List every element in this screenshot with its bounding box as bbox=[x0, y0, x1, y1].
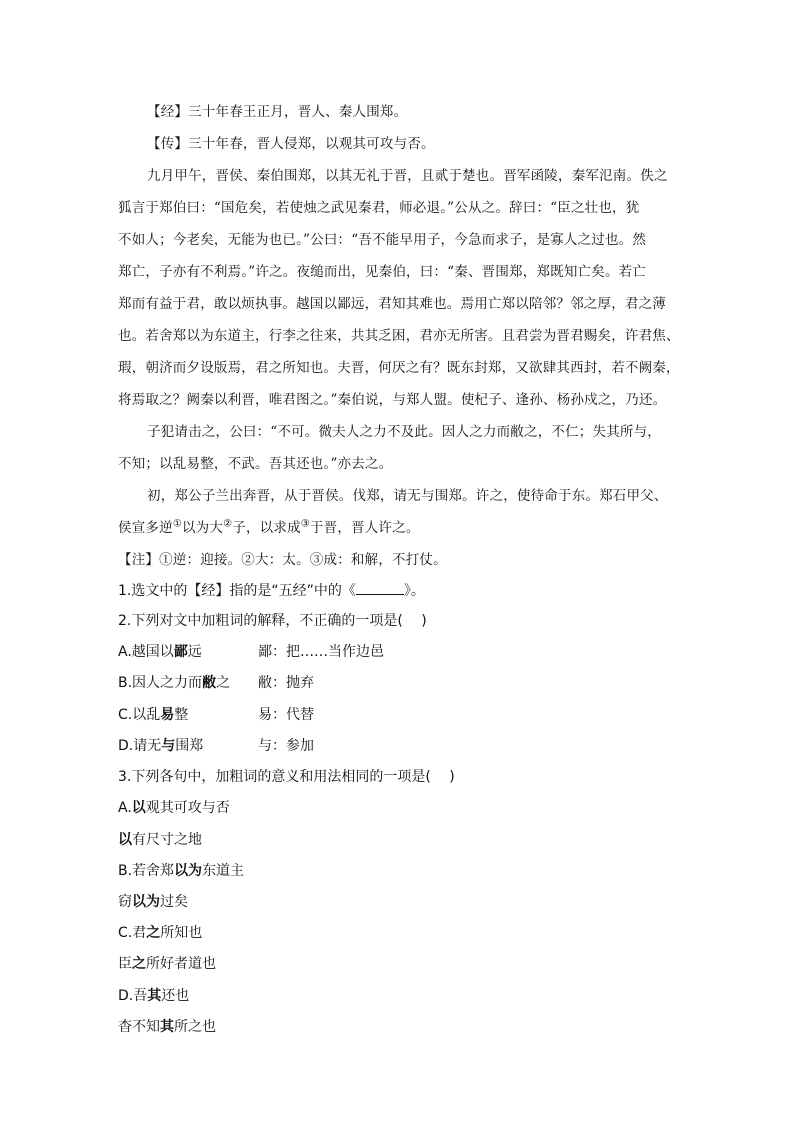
zhuan-line: 【传】三十年春，晋人侵郑，以观其可攻与否。 bbox=[147, 136, 435, 152]
passage-p2-line: 子犯请击之，公曰：“不可。微夫人之力不及此。因人之力而敝之，不仁；失其所与， bbox=[147, 424, 662, 440]
passage-p1-line: 不如人；今老矣，无能为也已。”公曰：“吾不能早用子，今急而求子，是寡人之过也。然 bbox=[118, 232, 647, 248]
note-mark-2: ② bbox=[223, 518, 233, 530]
q2-option-c: C.以乱易整 易：代替 bbox=[118, 707, 314, 723]
jing-line: 【经】三十年春王正月，晋人、秦人围郑。 bbox=[147, 104, 408, 120]
passage-p3-line: 初，郑公子兰出奔晋，从于晋侯。伐郑，请无与围郑。许之，使待命于东。郑石甲父、 bbox=[147, 488, 668, 504]
q3-option-b: B.若舍郑以为东道主 bbox=[118, 863, 245, 879]
q2-option-b: B.因人之力而敝之 敝：抛弃 bbox=[118, 675, 314, 691]
passage-p3-line: 侯宣多逆①以为大②子，以求成③于晋，晋人许之。 bbox=[118, 518, 420, 536]
question-3: 3.下列各句中，加粗词的意义和用法相同的一项是( ) bbox=[118, 769, 455, 785]
passage-p1-line: 也。若舍郑以为东道主，行李之往来，共其乏困，君亦无所害。且君尝为晋君赐矣，许君焦、 bbox=[118, 328, 680, 344]
q3-option-d-pair: 杳不知其所之也 bbox=[118, 1019, 216, 1035]
passage-p1-line: 九月甲午，晋侯、秦伯围郑，以其无礼于晋，且贰于楚也。晋军函陵，秦军氾南。佚之 bbox=[147, 168, 668, 184]
q3-option-a-pair: 以有尺寸之地 bbox=[118, 832, 202, 848]
q2-option-d: D.请无与围郑 与：参加 bbox=[118, 738, 314, 754]
passage-p1-line: 郑亡，子亦有不利焉。”许之。夜缒而出，见秦伯，曰：“秦、晋围郑，郑既知亡矣。若亡 bbox=[118, 264, 647, 280]
passage-p1-line: 瑕，朝济而夕设版焉，君之所知也。夫晋，何厌之有？既东封郑，又欲肆其西封，若不阙秦， bbox=[118, 360, 680, 376]
question-2: 2.下列对文中加粗词的解释，不正确的一项是( ) bbox=[118, 613, 427, 629]
passage-p1-line: 将焉取之？阙秦以利晋，唯君图之。”秦伯说，与郑人盟。使杞子、逢孙、杨孙戍之，乃还。 bbox=[118, 392, 667, 408]
q3-option-d: D.吾其还也 bbox=[118, 988, 190, 1004]
answer-blank[interactable] bbox=[356, 582, 404, 595]
q3-option-c-pair: 臣之所好者道也 bbox=[118, 956, 216, 972]
passage-p1-line: 郑而有益于君，敢以烦执事。越国以鄙远，君知其难也。焉用亡郑以陪邻？邻之厚，君之薄 bbox=[118, 296, 666, 312]
q3-option-a: A.以观其可攻与否 bbox=[118, 800, 230, 816]
passage-p1-line: 狐言于郑伯曰：“国危矣，若使烛之武见秦君，师必退。”公从之。辞曰：“臣之壮也，犹 bbox=[118, 200, 640, 216]
passage-p2-line: 不知；以乱易整，不武。吾其还也。”亦去之。 bbox=[118, 456, 393, 472]
question-1: 1.选文中的【经】指的是“五经”中的《 》。 bbox=[118, 583, 425, 599]
q3-option-b-pair: 窃以为过矣 bbox=[118, 894, 188, 910]
q2-option-a: A.越国以鄙远 鄙：把……当作边邑 bbox=[118, 644, 384, 660]
note-mark-1: ① bbox=[172, 518, 182, 530]
q3-option-c: C.君之所知也 bbox=[118, 925, 203, 941]
annotation-note: 【注】①逆：迎接。②大：太。③成：和解，不打仗。 bbox=[118, 552, 447, 568]
note-mark-3: ③ bbox=[300, 518, 310, 530]
